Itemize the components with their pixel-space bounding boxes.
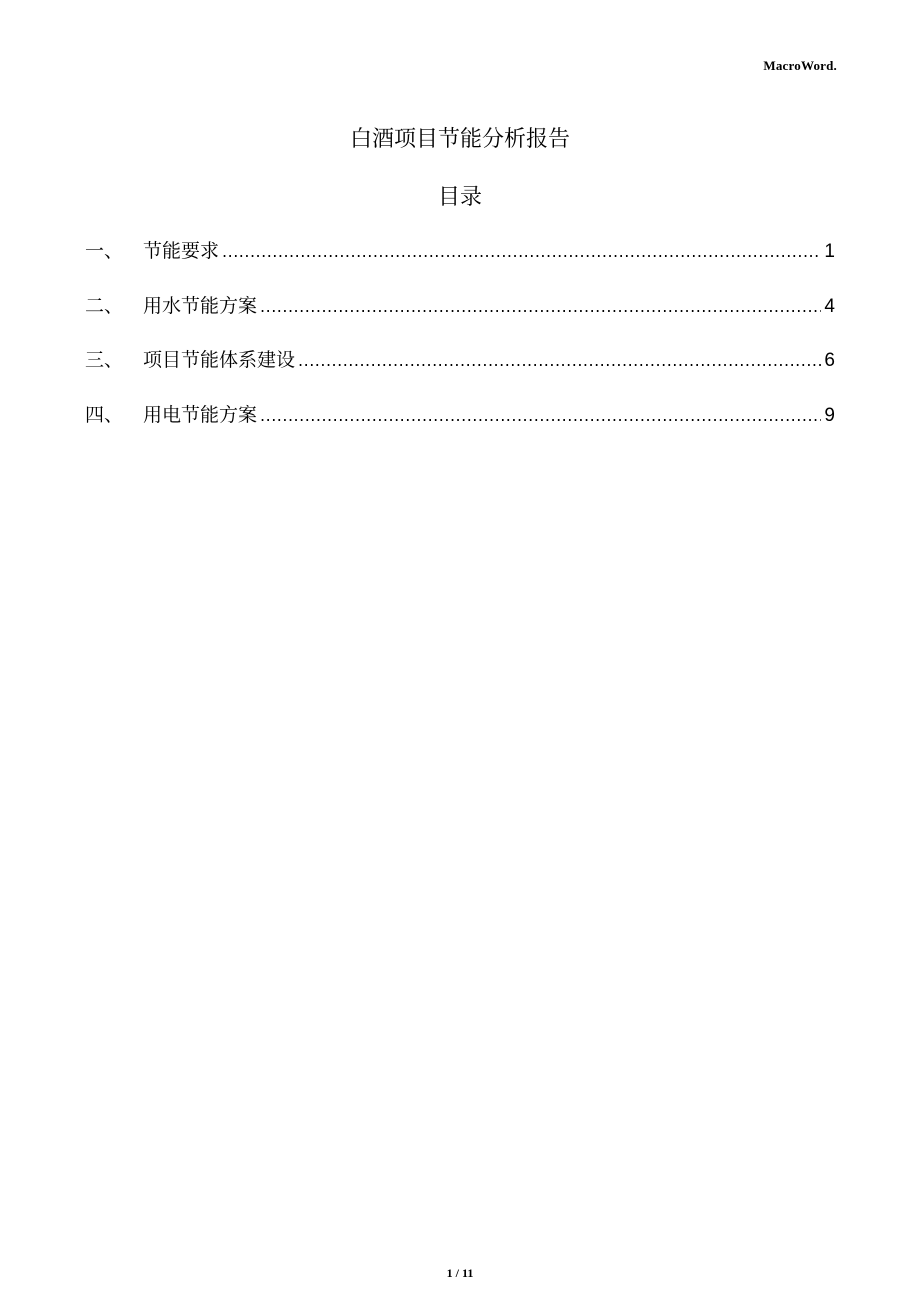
- toc-entry-page: 9: [824, 404, 835, 426]
- page-indicator: 1 / 11: [446, 1266, 474, 1280]
- toc-dot-leader: [222, 242, 821, 261]
- toc-entry-number: 四、: [85, 403, 124, 426]
- document-title: 白酒项目节能分析报告: [349, 127, 570, 152]
- toc-entry-page: 4: [824, 295, 835, 317]
- toc-entry-page: 1: [824, 241, 835, 262]
- toc-heading: 目录: [437, 185, 482, 210]
- toc-dot-leader: [260, 406, 821, 425]
- toc-entry-label: 用水节能方案: [143, 294, 258, 317]
- toc-entry-number: 一、: [85, 240, 124, 262]
- header-brand: MacroWord.: [763, 58, 837, 73]
- toc-entry-4[interactable]: [85, 400, 835, 455]
- toc-entry-3[interactable]: [85, 345, 835, 400]
- table-of-contents: [85, 236, 835, 454]
- toc-dot-leader: [298, 351, 821, 370]
- toc-entry-number: 二、: [85, 294, 124, 317]
- toc-entry-1[interactable]: [85, 236, 835, 291]
- toc-entry-2[interactable]: [85, 291, 835, 346]
- toc-entry-page: 6: [824, 350, 835, 372]
- toc-entry-label: 用电节能方案: [143, 403, 258, 426]
- toc-entry-label: 项目节能体系建设: [143, 349, 296, 372]
- toc-entry-label: 节能要求: [143, 240, 220, 262]
- toc-dot-leader: [260, 297, 821, 316]
- toc-entry-number: 三、: [85, 349, 124, 372]
